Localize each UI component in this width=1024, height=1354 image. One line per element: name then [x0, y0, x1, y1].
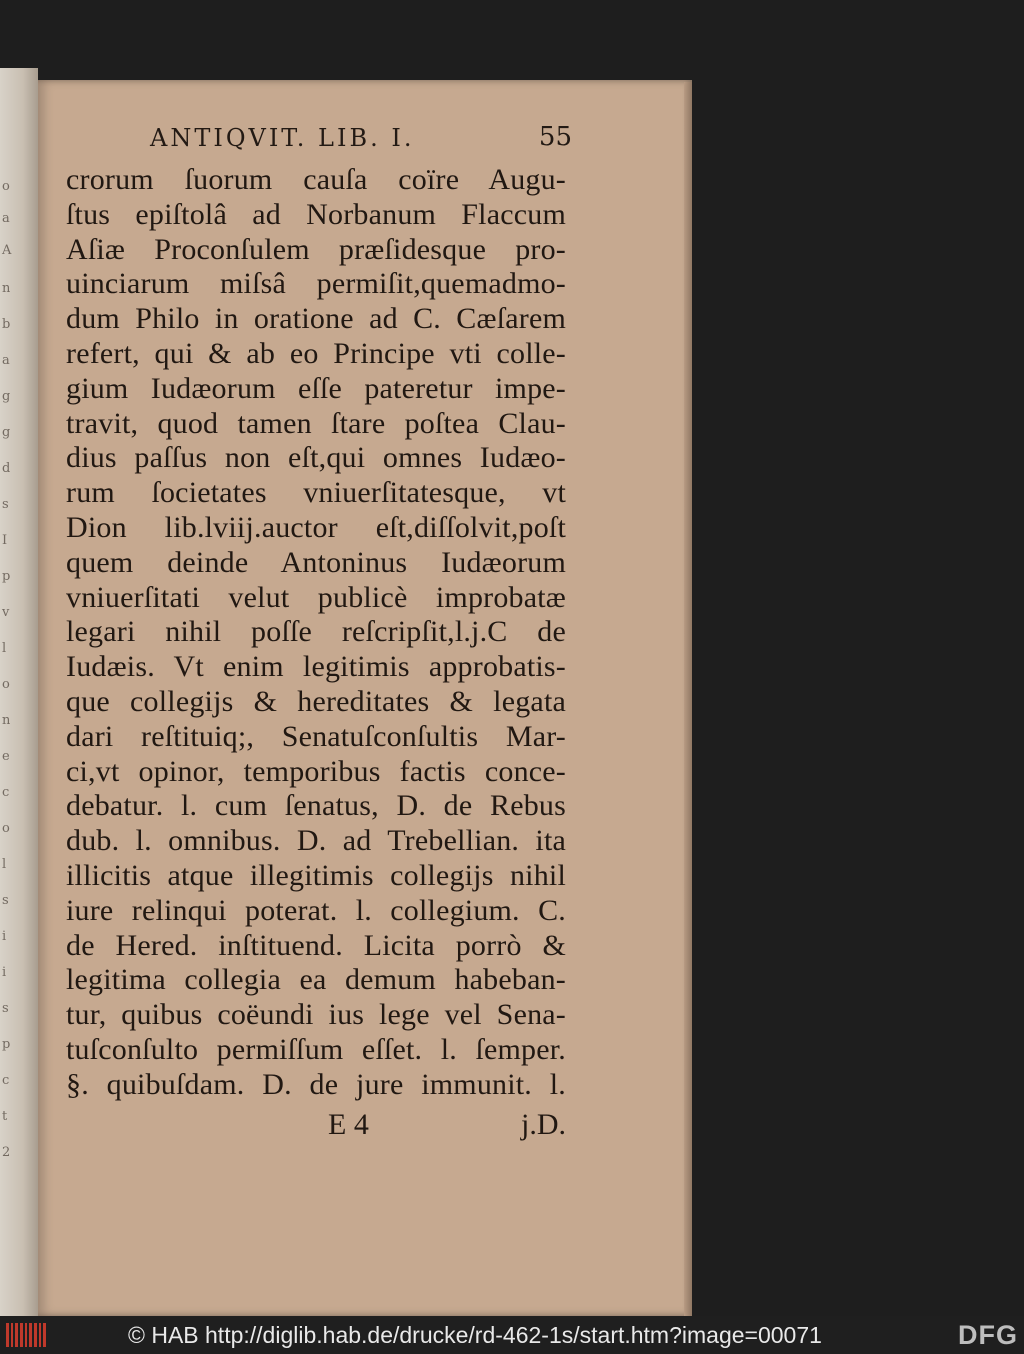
text-line: dius paſſus non eſt,qui omnes Iudæo-	[66, 441, 566, 475]
running-head-title: ANTIQVIT. LIB. I.	[150, 124, 415, 152]
body-text	[66, 163, 566, 1103]
signature-line	[66, 1108, 566, 1148]
page-number: 55	[538, 122, 572, 152]
text-line: Dion lib.lviij.auctor eſt,diſſolvit,poſt	[66, 510, 566, 544]
text-line: iure relinqui poterat. l. collegium. C.	[66, 893, 566, 927]
page-edge-shadow	[684, 82, 692, 1316]
text-line: refert, qui & ab eo Principe vti colle-	[66, 336, 566, 370]
text-line: debatur. l. cum ſenatus, D. de Rebus	[66, 789, 566, 823]
text-line: que collegijs & hereditates & legata	[66, 684, 566, 718]
text-line: tur, quibus coëundi ius lege vel Sena-	[66, 998, 566, 1032]
text-line: §. quibuſdam. D. de jure immunit. l.	[66, 1067, 566, 1101]
dfg-logo-icon[interactable]: DFG	[958, 1320, 1018, 1350]
running-head	[112, 122, 582, 158]
text-line: Iudæis. Vt enim legitimis approbatis-	[66, 650, 566, 684]
footer-link[interactable]: © HAB http://diglib.hab.de/drucke/rd-462-1s/start.htm?image=00071	[128, 1322, 822, 1348]
text-line: legari nihil poſſe reſcripſit,l.j.C de	[66, 615, 566, 649]
catchword: j.D.	[521, 1108, 566, 1141]
text-line: travit, quod tamen ſtare poſtea Clau-	[66, 406, 566, 440]
text-line: crorum ſuorum cauſa coïre Augu-	[66, 163, 566, 196]
hab-barcode-logo-icon[interactable]	[6, 1323, 46, 1347]
text-line: uinciarum miſsâ permiſit,quemadmo-	[66, 267, 566, 301]
text-line: ſtus epiſtolâ ad Norbanum Flaccum	[66, 197, 566, 231]
text-line: vniuerſitati velut publicè improbatæ	[66, 580, 566, 614]
footer-bar	[0, 1316, 1024, 1354]
adjacent-page-edge: o a A n b a g g d s I p v l o n e c o l s i i s p c t 2	[0, 68, 38, 1316]
signature-mark: E 4	[328, 1108, 369, 1141]
text-line: gium Iudæorum eſſe pateretur impe-	[66, 371, 566, 405]
text-line: tuſconſulto permiſſum eſſet. l. ſemper.	[66, 1032, 566, 1066]
text-line: rum ſocietates vniuerſitatesque, vt	[66, 476, 566, 510]
text-line: illicitis atque illegitimis collegijs nihil	[66, 858, 566, 892]
text-line: quem deinde Antoninus Iudæorum	[66, 545, 566, 579]
text-line: ci,vt opinor, temporibus factis conce-	[66, 754, 566, 788]
text-line: Aſiæ Proconſulem præſidesque pro-	[66, 232, 566, 266]
text-line: legitima collegia ea demum habeban-	[66, 963, 566, 997]
text-line: dub. l. omnibus. D. ad Trebellian. ita	[66, 824, 566, 858]
text-line: dum Philo in oratione ad C. Cæſarem	[66, 302, 566, 336]
text-line: dari reſtituiq;, Senatuſconſultis Mar-	[66, 719, 566, 753]
text-line: de Hered. inſtituend. Licita porrò &	[66, 928, 566, 962]
